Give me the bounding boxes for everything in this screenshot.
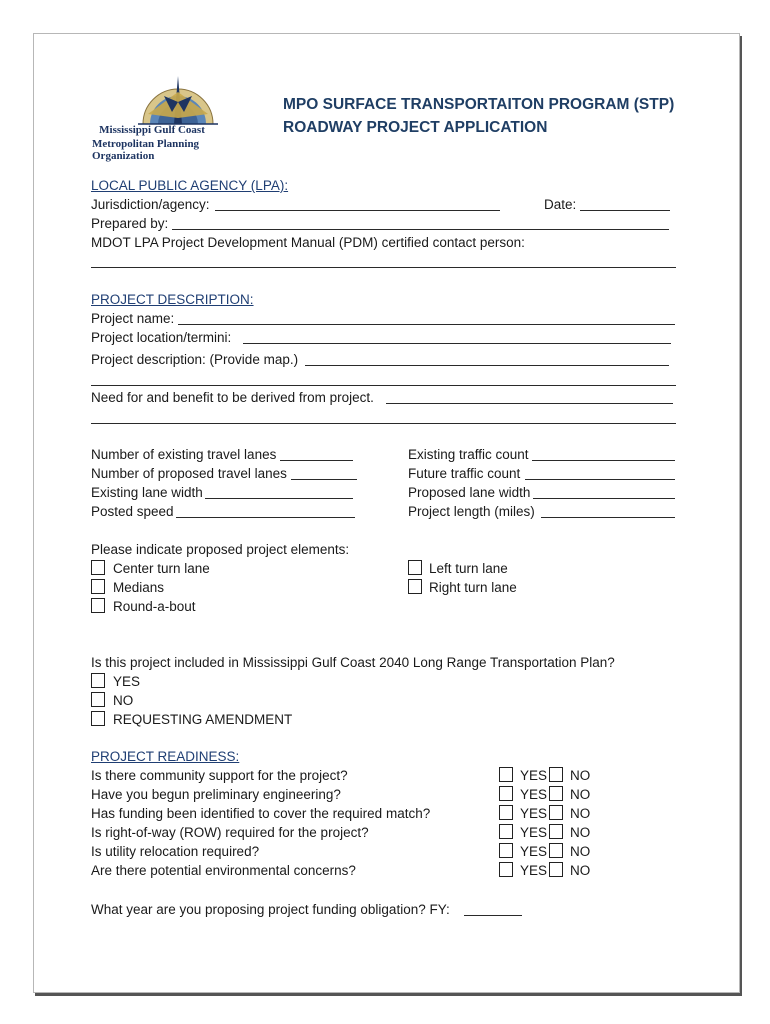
readiness-no-checkbox[interactable] — [549, 805, 563, 820]
roundabout-label: Round-a-bout — [113, 599, 196, 614]
lrtp-question: Is this project included in Mississippi Gulf Coast 2040 Long Range Transportation Plan? — [91, 655, 615, 670]
existing-lanes-field[interactable] — [280, 460, 353, 461]
readiness-no-checkbox[interactable] — [549, 843, 563, 858]
lrtp-amendment-label: REQUESTING AMENDMENT — [113, 712, 293, 727]
project-location-field[interactable] — [243, 343, 671, 344]
proposed-lanes-label: Number of proposed travel lanes — [91, 466, 287, 481]
right-turn-lane-checkbox[interactable] — [408, 579, 422, 594]
org-name-line2: Metropolitan Planning Organization — [92, 138, 200, 162]
lrtp-yes-label: YES — [113, 674, 141, 689]
project-description-field-line2[interactable] — [91, 385, 676, 386]
existing-traffic-label: Existing traffic count — [408, 447, 529, 462]
medians-label: Medians — [113, 580, 165, 595]
readiness-question: Is utility relocation required? — [91, 844, 260, 859]
proposed-width-field[interactable] — [533, 498, 675, 499]
right-turn-lane-label: Right turn lane — [429, 580, 517, 595]
readiness-question: Has funding been identified to cover the required match? — [91, 806, 431, 821]
left-turn-lane-checkbox[interactable] — [408, 560, 422, 575]
existing-width-label: Existing lane width — [91, 485, 203, 500]
readiness-question: Is right-of-way (ROW) required for the project? — [91, 825, 369, 840]
existing-lanes-label: Number of existing travel lanes — [91, 447, 277, 462]
center-turn-lane-label: Center turn lane — [113, 561, 210, 576]
existing-traffic-field[interactable] — [532, 460, 675, 461]
readiness-yes-label: YES — [520, 787, 548, 802]
project-description-field[interactable] — [305, 365, 669, 366]
posted-speed-field[interactable] — [176, 517, 355, 518]
prepared-by-field[interactable] — [172, 229, 669, 230]
left-turn-lane-label: Left turn lane — [429, 561, 508, 576]
org-name-line1: Mississippi Gulf Coast — [99, 124, 205, 136]
funding-year-field[interactable] — [464, 915, 522, 916]
readiness-yes-checkbox[interactable] — [499, 767, 513, 782]
readiness-yes-label: YES — [520, 806, 548, 821]
readiness-yes-checkbox[interactable] — [499, 824, 513, 839]
readiness-yes-checkbox[interactable] — [499, 786, 513, 801]
lrtp-no-checkbox[interactable] — [91, 692, 105, 707]
project-location-label: Project location/termini: — [91, 330, 232, 345]
readiness-no-checkbox[interactable] — [549, 767, 563, 782]
readiness-yes-label: YES — [520, 768, 548, 783]
medians-checkbox[interactable] — [91, 579, 105, 594]
readiness-yes-checkbox[interactable] — [499, 805, 513, 820]
readiness-no-label: NO — [570, 806, 591, 821]
proposed-lanes-field[interactable] — [291, 479, 357, 480]
project-readiness-heading: PROJECT READINESS: — [91, 749, 240, 764]
date-field[interactable] — [580, 210, 670, 211]
project-name-field[interactable] — [178, 324, 675, 325]
contact-person-field[interactable] — [91, 267, 676, 268]
readiness-no-label: NO — [570, 825, 591, 840]
need-benefit-field[interactable] — [386, 403, 673, 404]
readiness-yes-label: YES — [520, 863, 548, 878]
existing-width-field[interactable] — [205, 498, 353, 499]
form-title-line1: MPO SURFACE TRANSPORTAITON PROGRAM (STP) — [283, 96, 675, 113]
readiness-no-label: NO — [570, 787, 591, 802]
jurisdiction-label: Jurisdiction/agency: — [91, 197, 210, 212]
contact-person-label: MDOT LPA Project Development Manual (PDM) certified contact person: — [91, 235, 525, 250]
readiness-yes-label: YES — [520, 844, 548, 859]
project-length-label: Project length (miles) — [408, 504, 535, 519]
jurisdiction-field[interactable] — [215, 210, 500, 211]
proposed-width-label: Proposed lane width — [408, 485, 531, 500]
lrtp-no-label: NO — [113, 693, 134, 708]
readiness-no-checkbox[interactable] — [549, 862, 563, 877]
readiness-no-label: NO — [570, 844, 591, 859]
funding-year-label: What year are you proposing project funding obligation? FY: — [91, 902, 450, 917]
prepared-by-label: Prepared by: — [91, 216, 169, 231]
need-benefit-field-line2[interactable] — [91, 423, 676, 424]
future-traffic-field[interactable] — [525, 479, 675, 480]
project-name-label: Project name: — [91, 311, 175, 326]
project-description-heading: PROJECT DESCRIPTION: — [91, 292, 254, 307]
elements-prompt: Please indicate proposed project elements: — [91, 542, 350, 557]
lpa-heading: LOCAL PUBLIC AGENCY (LPA): — [91, 178, 289, 193]
date-label: Date: — [544, 197, 577, 212]
readiness-question: Is there community support for the project? — [91, 768, 348, 783]
form-title-line2: ROADWAY PROJECT APPLICATION — [283, 119, 548, 136]
lrtp-amendment-checkbox[interactable] — [91, 711, 105, 726]
roundabout-checkbox[interactable] — [91, 598, 105, 613]
center-turn-lane-checkbox[interactable] — [91, 560, 105, 575]
readiness-no-label: NO — [570, 768, 591, 783]
readiness-no-checkbox[interactable] — [549, 824, 563, 839]
readiness-question: Have you begun preliminary engineering? — [91, 787, 341, 802]
readiness-yes-label: YES — [520, 825, 548, 840]
future-traffic-label: Future traffic count — [408, 466, 521, 481]
readiness-no-checkbox[interactable] — [549, 786, 563, 801]
project-length-field[interactable] — [541, 517, 675, 518]
need-benefit-label: Need for and benefit to be derived from project. — [91, 390, 374, 405]
project-description-label: Project description: (Provide map.) — [91, 352, 299, 367]
posted-speed-label: Posted speed — [91, 504, 174, 519]
readiness-no-label: NO — [570, 863, 591, 878]
readiness-question: Are there potential environmental concerns? — [91, 863, 356, 878]
lrtp-yes-checkbox[interactable] — [91, 673, 105, 688]
readiness-yes-checkbox[interactable] — [499, 862, 513, 877]
readiness-yes-checkbox[interactable] — [499, 843, 513, 858]
